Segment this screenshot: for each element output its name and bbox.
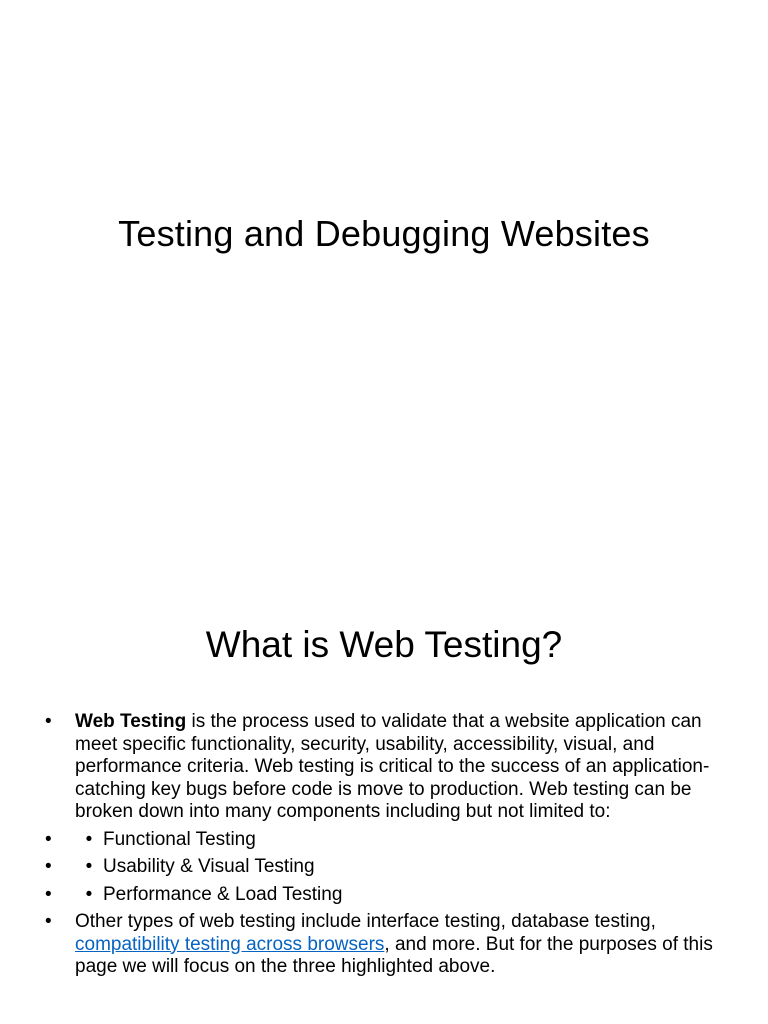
sub-bullet-dot-icon: • bbox=[85, 828, 93, 850]
sub-item-label: Performance & Load Testing bbox=[103, 883, 343, 905]
closing-text-after: , and more. But for the purposes of this page we will focus on the three highlighted above. bbox=[75, 933, 713, 977]
slide-web-testing bbox=[0, 576, 768, 1024]
bullet-closing bbox=[45, 911, 735, 979]
bullet-sub-item-3 bbox=[45, 884, 735, 907]
slide-2-title: What is Web Testing? bbox=[205, 624, 563, 665]
slide-1-title: Testing and Debugging Websites bbox=[118, 213, 650, 254]
sub-item-label: Usability & Visual Testing bbox=[103, 856, 315, 877]
bullet-sub-item-1 bbox=[45, 829, 735, 852]
bullet-dot-icon: • bbox=[45, 828, 52, 850]
bullet-dot-icon: • bbox=[45, 856, 52, 877]
bullet-dot-icon: • bbox=[45, 883, 52, 905]
bullet-intro bbox=[45, 711, 735, 824]
bullet-sub-item-2 bbox=[45, 856, 735, 879]
bullet-list bbox=[45, 711, 735, 984]
sub-bullet-dot-icon: • bbox=[85, 856, 93, 877]
bullet-dot-icon: • bbox=[45, 911, 52, 932]
sub-item-label: Functional Testing bbox=[103, 828, 256, 850]
compatibility-testing-link[interactable]: compatibility testing across browsers bbox=[75, 933, 385, 955]
sub-bullet-dot-icon: • bbox=[85, 883, 93, 905]
intro-text: is the process used to validate that a website application can meet specific functionality, security, usability, accessibility, visual, and performance criteria. Web testing is critical to the success of an application-catching key bugs before code is move to production. Web testing can be broken down into many components including but not limited to: bbox=[75, 711, 710, 822]
bullet-dot-icon: • bbox=[45, 711, 52, 732]
term-web-testing: Web Testing bbox=[75, 711, 187, 732]
closing-text-before: Other types of web testing include interface testing, database testing, bbox=[75, 911, 656, 932]
